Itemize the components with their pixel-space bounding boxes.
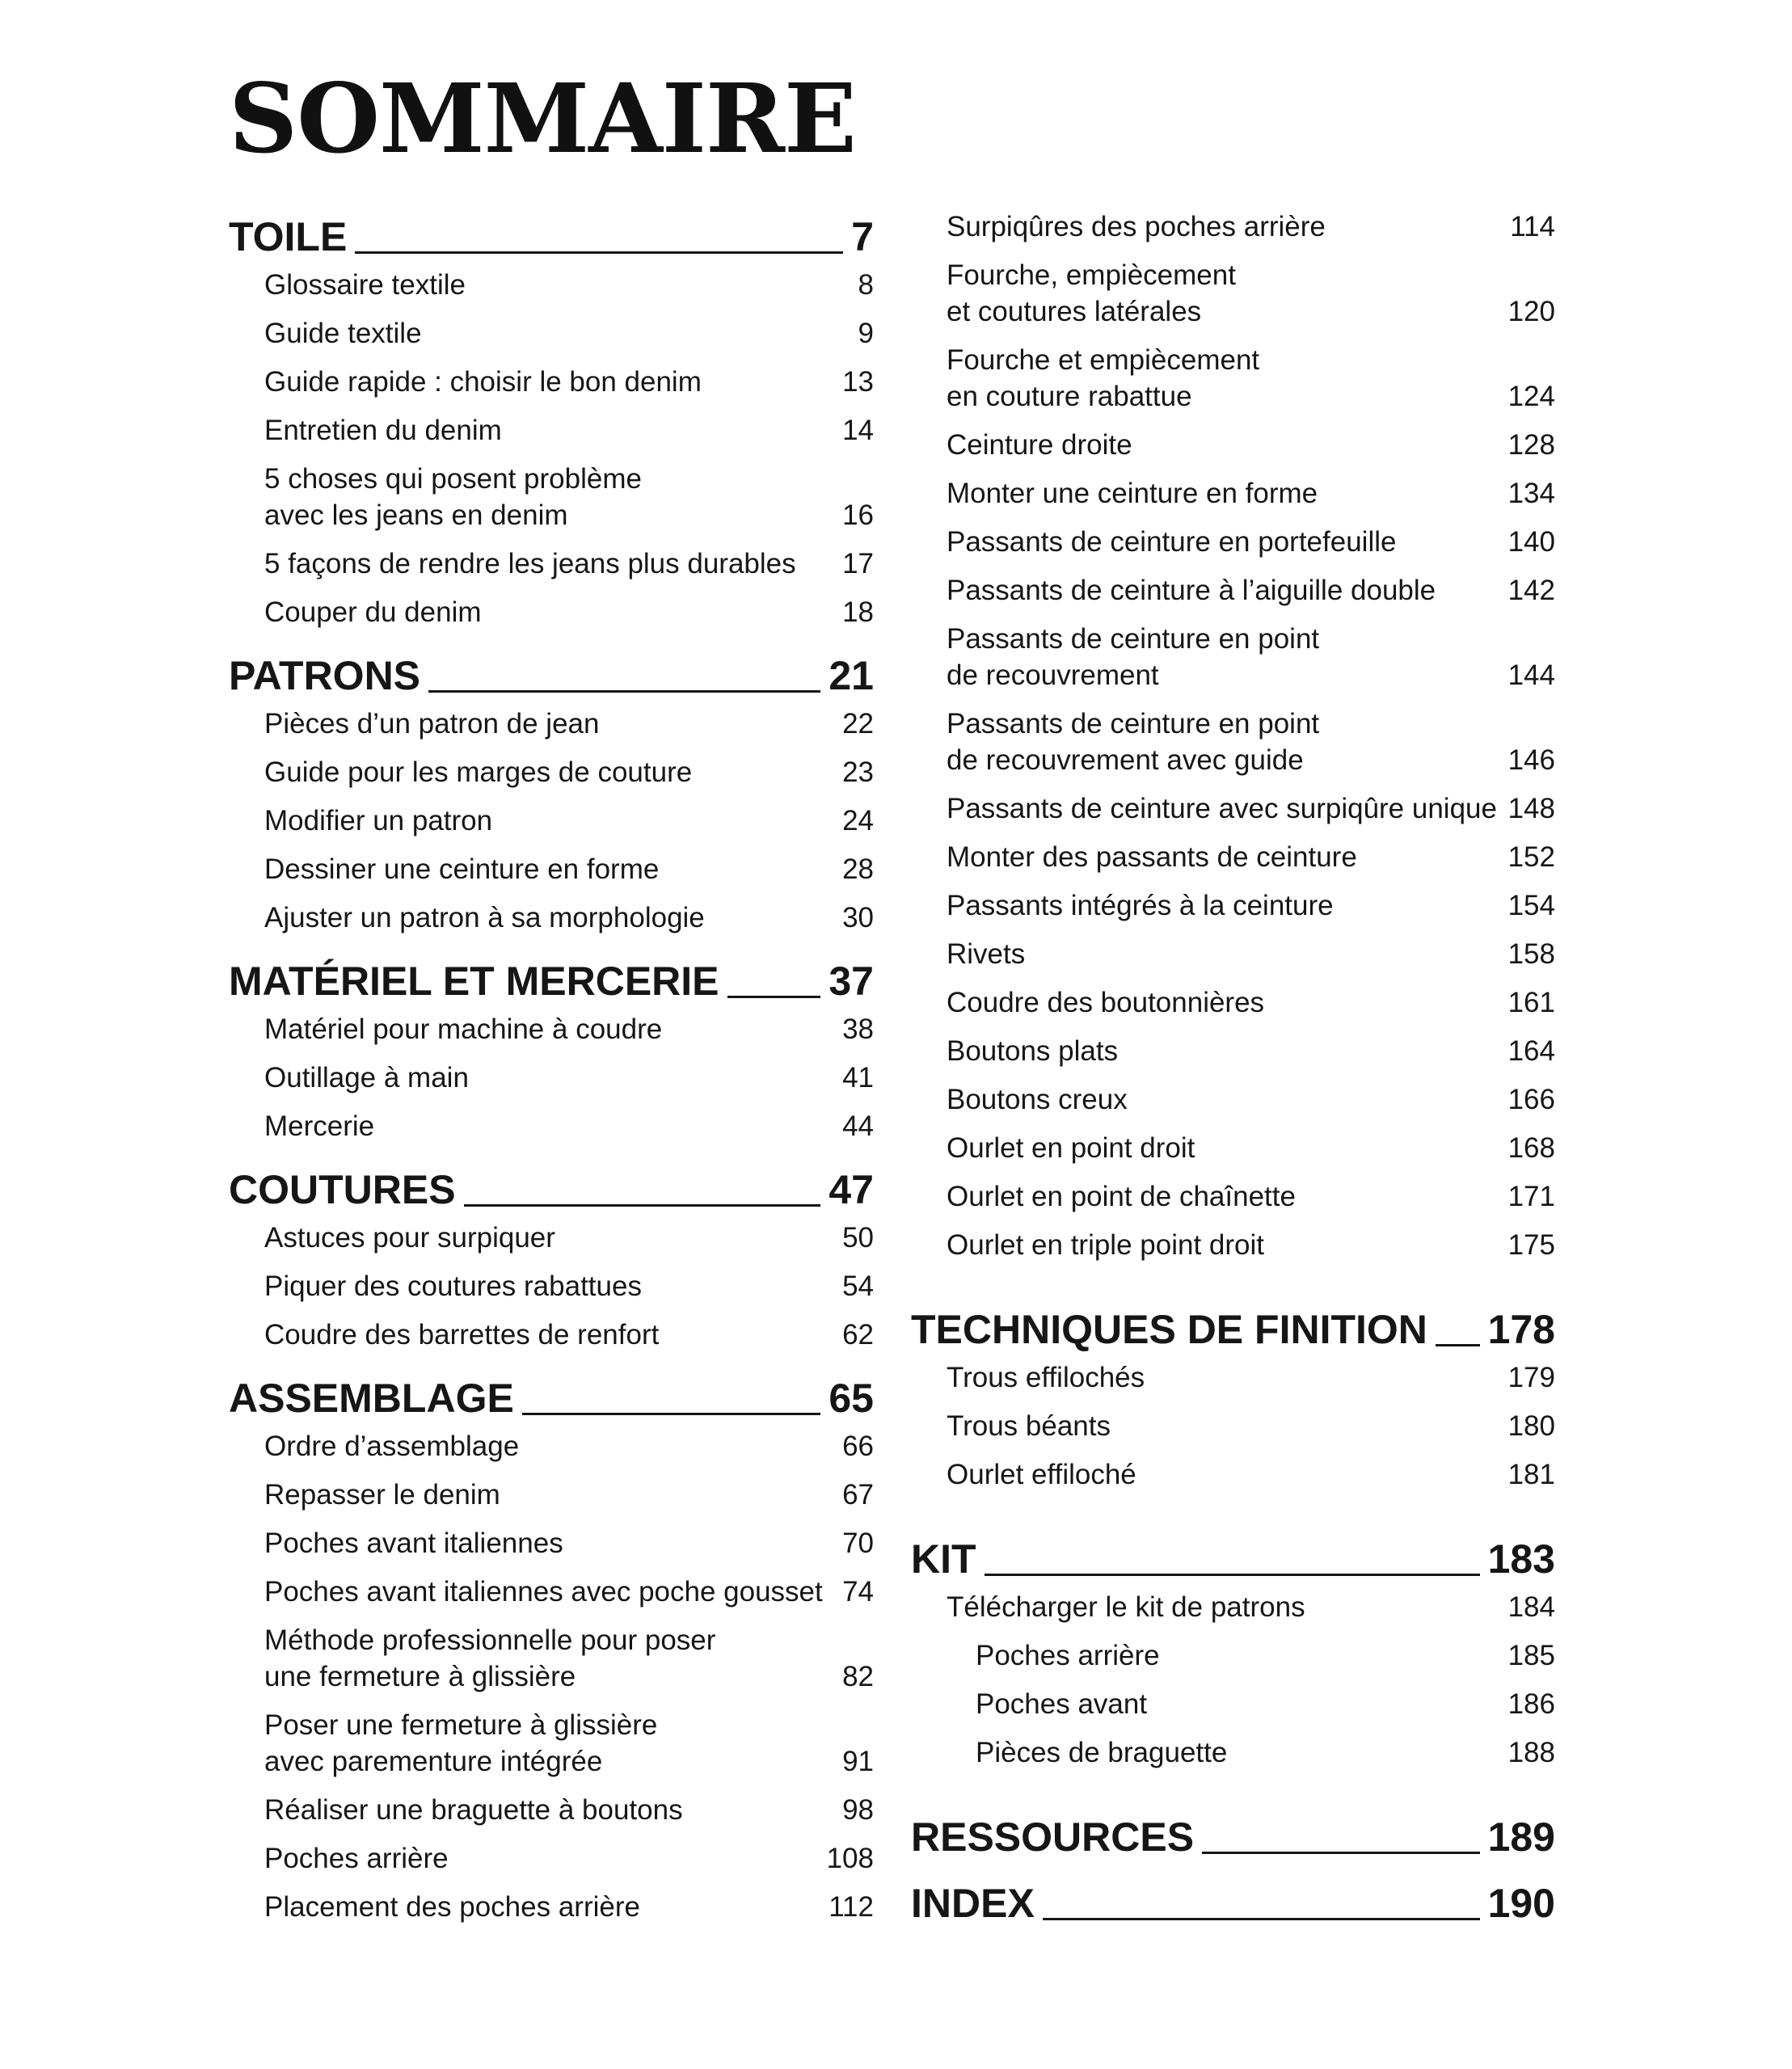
toc-entry-title: Pièces de braguette (976, 1737, 1228, 1768)
toc-entry-title: Ceinture droite (947, 429, 1132, 461)
toc-entry (229, 1053, 874, 1102)
toc-entry (229, 1470, 874, 1519)
toc-entry (911, 699, 1555, 784)
toc-entry (229, 1519, 874, 1567)
toc-entry-page: 67 (842, 1479, 874, 1511)
toc-entry-title: Trous béants (947, 1410, 1111, 1442)
toc-entry-title: Fourche et empiècement en couture rabattue (947, 344, 1260, 412)
toc-entry (911, 1679, 1555, 1728)
toc-entry (229, 1262, 874, 1310)
toc-entry (911, 929, 1555, 978)
toc-entry-page: 171 (1507, 1181, 1555, 1212)
toc-entry (229, 893, 874, 942)
toc-entry-title: Passants de ceinture à l’aiguille double (947, 575, 1436, 606)
toc-entry-title: Poches arrière (976, 1640, 1160, 1671)
toc-entry-title: Boutons plats (947, 1035, 1119, 1067)
section-page: 37 (829, 959, 874, 1004)
toc-entry (229, 699, 874, 748)
section-leader-rule (355, 251, 843, 254)
toc-entry-page: 17 (842, 548, 874, 579)
toc-entry-title: Passants de ceinture avec surpiqûre unique (947, 793, 1497, 824)
toc-entry (229, 1422, 874, 1470)
toc-entry-page: 188 (1507, 1737, 1555, 1768)
toc-entry-page: 44 (842, 1110, 874, 1142)
section-leader-rule (1043, 1918, 1480, 1920)
toc-entry-page: 98 (842, 1794, 874, 1826)
section-heading-kit (911, 1531, 1555, 1582)
toc-entry-page: 128 (1507, 429, 1555, 461)
toc-entry (911, 335, 1555, 420)
page-title: SOMMAIRE (229, 62, 856, 175)
toc-entry (911, 1582, 1555, 1631)
toc-entry-page: 82 (842, 1661, 874, 1692)
toc-entry (229, 588, 874, 636)
section-heading-materiel-et-mercerie (229, 953, 874, 1004)
toc-entry (229, 1005, 874, 1053)
section-heading-index (911, 1875, 1555, 1924)
toc-entry-page: 91 (842, 1746, 874, 1777)
toc-entry-page: 184 (1507, 1591, 1555, 1623)
toc-entry-page: 124 (1507, 381, 1555, 412)
toc-entry (229, 1102, 874, 1150)
toc-entry-title: Modifier un patron (264, 805, 493, 836)
toc-entry-title: Entretien du denim (264, 415, 502, 446)
section-title: PATRONS (229, 653, 421, 698)
toc-entry (229, 845, 874, 893)
toc-entry (911, 978, 1555, 1026)
toc-entry-title: Trous effilochés (947, 1362, 1145, 1393)
section-title: TECHNIQUES DE FINITION (911, 1307, 1427, 1352)
section-title: RESSOURCES (911, 1814, 1195, 1860)
toc-entry (911, 1450, 1555, 1498)
toc-entry (911, 1353, 1555, 1401)
toc-entry (911, 209, 1555, 251)
section-heading-assemblage (229, 1370, 874, 1421)
toc-entry-page: 179 (1507, 1362, 1555, 1393)
toc-entry-page: 70 (842, 1528, 874, 1559)
section-leader-rule (1202, 1852, 1479, 1854)
section-page: 189 (1487, 1814, 1555, 1860)
toc-entry-title: Poches avant italiennes (264, 1528, 563, 1559)
toc-entry-title: Poches avant (976, 1688, 1148, 1720)
toc-entry-title: Passants intégrés à la ceinture (947, 890, 1334, 921)
toc-entry-page: 164 (1507, 1035, 1555, 1067)
toc-entry (911, 469, 1555, 517)
toc-entry (229, 748, 874, 796)
toc-entry-page: 13 (842, 366, 874, 398)
toc-entry (911, 1075, 1555, 1123)
toc-entry-page: 24 (842, 805, 874, 836)
toc-entry-title: Astuces pour surpiquer (264, 1222, 555, 1254)
toc-entry-page: 140 (1507, 526, 1555, 558)
toc-entry-title: Guide rapide : choisir le bon denim (264, 366, 702, 398)
toc-entry-page: 186 (1507, 1688, 1555, 1720)
toc-entry-page: 148 (1507, 793, 1555, 824)
toc-entry-title: Piquer des coutures rabattues (264, 1270, 642, 1302)
toc-entry-page: 108 (826, 1843, 874, 1874)
toc-entry-title: Poches arrière (264, 1843, 449, 1874)
toc-entry-title: Télécharger le kit de patrons (947, 1591, 1305, 1623)
toc-entry-page: 154 (1507, 890, 1555, 921)
toc-entry (911, 1123, 1555, 1172)
section-title: MATÉRIEL ET MERCERIE (229, 959, 719, 1004)
toc-entry-title: Repasser le denim (264, 1479, 500, 1511)
toc-entry-title: Ourlet effiloché (947, 1459, 1136, 1490)
section-leader-rule (1436, 1344, 1480, 1346)
toc-entry-page: 16 (842, 499, 874, 531)
toc-entry (911, 1220, 1555, 1269)
toc-entry (229, 1834, 874, 1882)
toc-entry-page: 158 (1507, 938, 1555, 970)
toc-entry (911, 1026, 1555, 1075)
section-page: 183 (1487, 1536, 1555, 1582)
toc-entry-title: Passants de ceinture en portefeuille (947, 526, 1397, 558)
toc-entry (229, 1785, 874, 1834)
section-heading-ressources (911, 1809, 1555, 1860)
toc-entry-page: 175 (1507, 1229, 1555, 1261)
section-leader-rule (464, 1204, 821, 1207)
toc-entry (911, 566, 1555, 614)
section-heading-techniques-de-finition (911, 1301, 1555, 1350)
toc-entry-title: Ourlet en point droit (947, 1132, 1195, 1164)
toc-entry (229, 796, 874, 845)
toc-entry-title: Réaliser une braguette à boutons (264, 1794, 683, 1826)
toc-entry (229, 1700, 874, 1785)
toc-entry-title: Ajuster un patron à sa morphologie (264, 902, 705, 933)
section-leader-rule (985, 1574, 1480, 1576)
toc-entry-page: 50 (842, 1222, 874, 1254)
toc-entry-page: 66 (842, 1431, 874, 1462)
toc-entry (911, 881, 1555, 929)
toc-entry-page: 112 (829, 1891, 874, 1923)
toc-entry (911, 1401, 1555, 1450)
section-heading-patrons (229, 647, 874, 696)
toc-entry-title: 5 façons de rendre les jeans plus durables (264, 548, 796, 579)
section-leader-rule (522, 1413, 821, 1415)
toc-entry-title: Dessiner une ceinture en forme (264, 853, 660, 885)
toc-entry-page: 168 (1507, 1132, 1555, 1164)
section-page: 65 (829, 1376, 874, 1421)
toc-entry (911, 614, 1555, 699)
toc-entry-page: 23 (842, 756, 874, 788)
toc-entry-title: Placement des poches arrière (264, 1891, 640, 1923)
toc-entry-title: Passants de ceinture en point de recouvrement avec guide (947, 708, 1320, 776)
toc-entry (229, 260, 874, 309)
toc-entry-title: Ordre d’assemblage (264, 1431, 520, 1462)
toc-entry (911, 420, 1555, 469)
toc-entry-page: 181 (1507, 1459, 1555, 1490)
toc-entry-page: 30 (842, 902, 874, 933)
section-page: 7 (851, 214, 874, 259)
toc-entry-page: 22 (842, 708, 874, 740)
section-page: 178 (1487, 1307, 1555, 1352)
toc-entry (911, 784, 1555, 832)
toc-entry-page: 185 (1507, 1640, 1555, 1671)
toc-entry-page: 14 (842, 415, 874, 446)
toc-entry (229, 1213, 874, 1262)
toc-entry-title: Guide textile (264, 318, 422, 349)
toc-entry-page: 18 (842, 596, 874, 628)
toc-entry (229, 1567, 874, 1616)
toc-entry-title: Fourche, empiècement et coutures latérales (947, 259, 1236, 327)
section-leader-rule (428, 690, 820, 693)
toc-entry (911, 251, 1555, 335)
toc-entry-title: 5 choses qui posent problème avec les jeans en denim (264, 463, 642, 531)
toc-entry-title: Surpiqûres des poches arrière (947, 211, 1326, 242)
toc-entry (229, 309, 874, 357)
toc-entry-page: 152 (1507, 841, 1555, 873)
toc-entry-page: 161 (1507, 987, 1555, 1018)
section-page: 21 (829, 653, 874, 698)
section-title: TOILE (229, 214, 348, 259)
toc-entry-page: 134 (1507, 478, 1555, 509)
toc-entry-title: Coudre des barrettes de renfort (264, 1319, 660, 1351)
toc-entry (229, 357, 874, 406)
toc-entry-title: Boutons creux (947, 1084, 1128, 1115)
toc-entry (229, 1616, 874, 1700)
section-heading-coutures (229, 1161, 874, 1210)
toc-entry-page: 74 (842, 1576, 874, 1608)
toc-right-column (911, 209, 1555, 1927)
toc-entry (911, 517, 1555, 566)
toc-entry-title: Passants de ceinture en point de recouvrement (947, 623, 1320, 691)
toc-entry-page: 120 (1507, 296, 1555, 327)
toc-entry-page: 8 (858, 269, 874, 301)
toc-entry-title: Pièces d’un patron de jean (264, 708, 600, 740)
toc-entry-page: 114 (1510, 211, 1555, 242)
toc-entry-page: 9 (858, 318, 874, 349)
toc-entry-title: Outillage à main (264, 1062, 469, 1093)
toc-entry (229, 1310, 874, 1359)
toc-entry (911, 1631, 1555, 1679)
toc-entry-page: 166 (1507, 1084, 1555, 1115)
toc-entry-title: Glossaire textile (264, 269, 466, 301)
toc-entry-title: Rivets (947, 938, 1026, 970)
toc-entry-title: Matériel pour machine à coudre (264, 1013, 663, 1045)
toc-entry-page: 142 (1507, 575, 1555, 606)
toc-entry-page: 28 (842, 853, 874, 885)
section-page: 190 (1487, 1881, 1555, 1926)
section-title: COUTURES (229, 1167, 456, 1212)
toc-left-column (229, 209, 874, 1931)
toc-entry-page: 180 (1507, 1410, 1555, 1442)
toc-entry (229, 1882, 874, 1931)
toc-entry-page: 38 (842, 1013, 874, 1045)
toc-entry-title: Guide pour les marges de couture (264, 756, 693, 788)
toc-entry (911, 1728, 1555, 1776)
toc-entry (229, 539, 874, 588)
toc-entry-page: 54 (842, 1270, 874, 1302)
section-page: 47 (829, 1167, 874, 1212)
toc-entry-page: 62 (842, 1319, 874, 1351)
toc-entry (229, 406, 874, 454)
toc-entry (229, 454, 874, 539)
toc-entry-title: Méthode professionnelle pour poser une fermeture à glissière (264, 1624, 716, 1692)
toc-entry-page: 146 (1507, 744, 1555, 776)
section-leader-rule (727, 996, 821, 998)
toc-entry-title: Coudre des boutonnières (947, 987, 1265, 1018)
section-title: INDEX (911, 1881, 1035, 1926)
section-heading-toile (229, 209, 874, 257)
toc-entry-title: Couper du denim (264, 596, 482, 628)
toc-entry-title: Mercerie (264, 1110, 375, 1142)
toc-entry-page: 144 (1507, 659, 1555, 691)
toc-entry (911, 1172, 1555, 1220)
toc-entry-page: 41 (842, 1062, 874, 1093)
toc-entry-title: Ourlet en triple point droit (947, 1229, 1264, 1261)
section-title: KIT (911, 1536, 976, 1582)
toc-entry-title: Monter une ceinture en forme (947, 478, 1318, 509)
toc-entry-title: Monter des passants de ceinture (947, 841, 1357, 873)
section-title: ASSEMBLAGE (229, 1376, 514, 1421)
toc-entry-title: Ourlet en point de chaînette (947, 1181, 1296, 1212)
toc-entry-title: Poches avant italiennes avec poche gousset (264, 1576, 823, 1608)
toc-entry-title: Poser une fermeture à glissière avec parementure intégrée (264, 1709, 658, 1777)
toc-entry (911, 832, 1555, 881)
